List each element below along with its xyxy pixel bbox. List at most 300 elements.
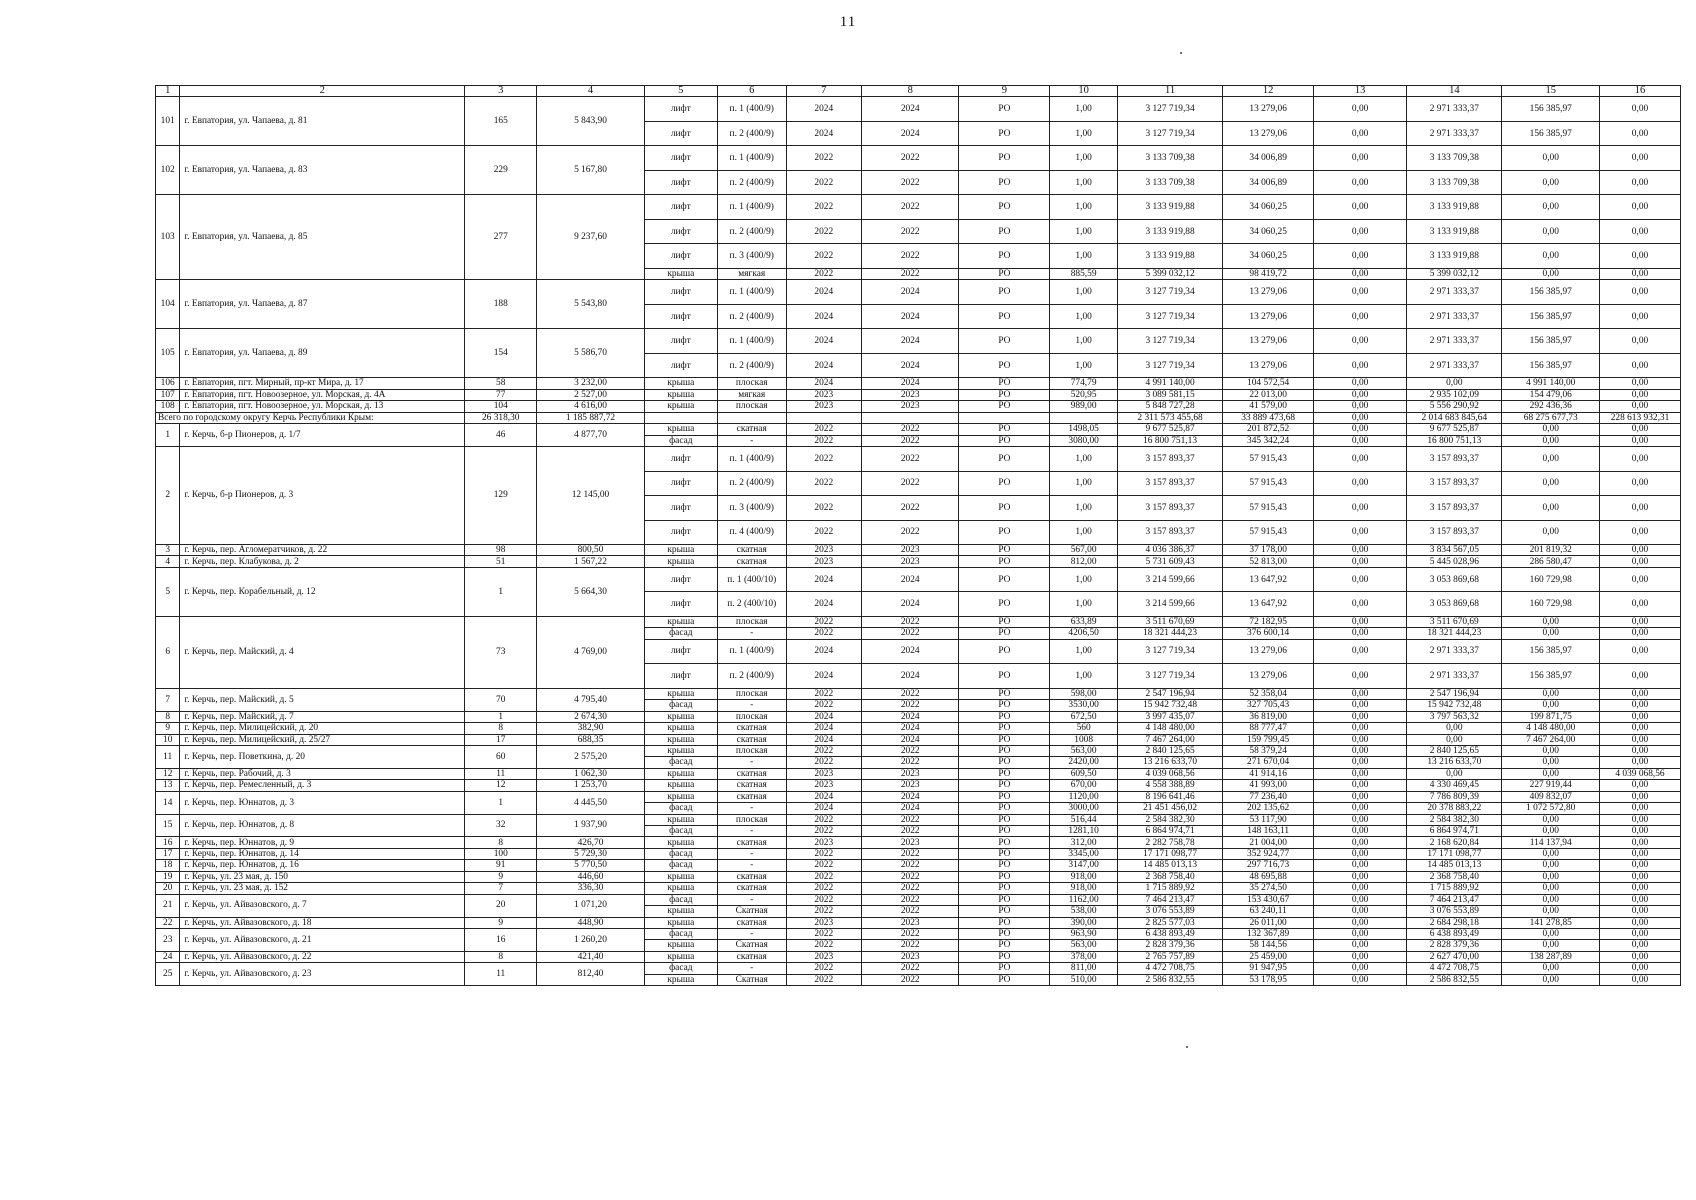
total-cost: 3 133 919,88 (1117, 244, 1222, 269)
fund-4: 0,00 (1599, 745, 1680, 756)
volume: 670,00 (1050, 780, 1118, 791)
year-start: 2022 (786, 848, 861, 859)
year-end: 2022 (861, 688, 959, 699)
year-start: 2023 (786, 768, 861, 779)
year-end: 2022 (861, 447, 959, 472)
year-end: 2024 (861, 329, 959, 354)
fund-2: 2 627 470,00 (1407, 951, 1502, 962)
empty-cell (861, 412, 959, 423)
apartment-count: 104 (465, 401, 537, 412)
year-end: 2022 (861, 700, 959, 711)
method: РО (959, 329, 1050, 354)
work-detail: п. 1 (400/9) (717, 146, 786, 171)
year-end: 2022 (861, 757, 959, 768)
total-cost: 2 825 577,03 (1117, 917, 1222, 928)
unit-cost: 34 006,89 (1223, 146, 1314, 171)
year-start: 2022 (786, 974, 861, 985)
volume: 774,79 (1050, 378, 1118, 389)
table-row (156, 146, 1681, 171)
unit-cost: 34 060,25 (1223, 195, 1314, 220)
fund-4: 0,00 (1599, 121, 1680, 146)
fund-3: 156 385,97 (1502, 304, 1600, 329)
year-end: 2022 (861, 745, 959, 756)
work-type: крыша (644, 401, 717, 412)
work-type: крыша (644, 616, 717, 627)
work-type: крыша (644, 780, 717, 791)
year-start: 2024 (786, 592, 861, 617)
volume: 633,89 (1050, 616, 1118, 627)
fund-3: 0,00 (1502, 688, 1600, 699)
apartment-count: 229 (465, 146, 537, 195)
method: РО (959, 471, 1050, 496)
fund-2: 3 053 869,68 (1407, 592, 1502, 617)
fund-2: 2 584 382,30 (1407, 814, 1502, 825)
fund-3: 0,00 (1502, 974, 1600, 985)
building-address: г. Керчь, пер. Майский, д. 4 (180, 616, 465, 688)
fund-1: 0,00 (1314, 545, 1407, 556)
work-type: крыша (644, 688, 717, 699)
building-area: 421,40 (537, 951, 645, 962)
work-detail: скатная (717, 780, 786, 791)
fund-3: 0,00 (1502, 814, 1600, 825)
empty-cell (959, 412, 1050, 423)
method: РО (959, 304, 1050, 329)
building-address: г. Керчь, ул. Айвазовского, д. 7 (180, 894, 465, 917)
table-row (156, 688, 1681, 699)
fund-4: 0,00 (1599, 545, 1680, 556)
fund-4: 0,00 (1599, 894, 1680, 905)
year-end: 2023 (861, 837, 959, 848)
building-address: г. Керчь, пер. Майский, д. 7 (180, 711, 465, 722)
row-number: 11 (156, 745, 180, 768)
table-row (156, 378, 1681, 389)
building-address: г. Керчь, ул. 23 мая, д. 150 (180, 871, 465, 882)
year-end: 2022 (861, 219, 959, 244)
building-address: г. Керчь, б-р Пионеров, д. 3 (180, 447, 465, 545)
year-end: 2022 (861, 963, 959, 974)
row-number: 7 (156, 688, 180, 711)
work-detail: п. 1 (400/9) (717, 639, 786, 664)
total-cost: 5 399 032,12 (1117, 268, 1222, 279)
row-number: 4 (156, 556, 180, 567)
building-area: 4 769,00 (537, 616, 645, 688)
work-type: крыша (644, 268, 717, 279)
work-type: лифт (644, 664, 717, 689)
fund-4: 0,00 (1599, 592, 1680, 617)
total-unit-cost: 33 889 473,68 (1223, 412, 1314, 423)
work-detail: плоская (717, 814, 786, 825)
unit-cost: 63 240,11 (1223, 906, 1314, 917)
total-cost: 2 311 573 455,68 (1117, 412, 1222, 423)
fund-3: 141 278,85 (1502, 917, 1600, 928)
year-end: 2022 (861, 906, 959, 917)
fund-2: 17 171 098,77 (1407, 848, 1502, 859)
work-detail: скатная (717, 791, 786, 802)
method: РО (959, 757, 1050, 768)
method: РО (959, 628, 1050, 639)
volume: 3530,00 (1050, 700, 1118, 711)
fund-4: 0,00 (1599, 567, 1680, 592)
volume: 1,00 (1050, 567, 1118, 592)
building-address: г. Керчь, пер. Юннатов, д. 8 (180, 814, 465, 837)
unit-cost: 91 947,95 (1223, 963, 1314, 974)
year-end: 2022 (861, 244, 959, 269)
total-cost: 4 991 140,00 (1117, 378, 1222, 389)
fund-2: 3 133 919,88 (1407, 244, 1502, 269)
volume: 812,00 (1050, 556, 1118, 567)
total-cost: 1 715 889,92 (1117, 883, 1222, 894)
apartment-count: 91 (465, 860, 537, 871)
fund-3: 0,00 (1502, 768, 1600, 779)
building-address: г. Керчь, ул. Айвазовского, д. 21 (180, 928, 465, 951)
fund-3: 156 385,97 (1502, 664, 1600, 689)
method: РО (959, 639, 1050, 664)
year-start: 2024 (786, 280, 861, 305)
work-detail: скатная (717, 768, 786, 779)
method: РО (959, 928, 1050, 939)
total-cost: 4 558 388,89 (1117, 780, 1222, 791)
method: РО (959, 826, 1050, 837)
method: РО (959, 894, 1050, 905)
method: РО (959, 940, 1050, 951)
year-end: 2024 (861, 592, 959, 617)
fund-1: 0,00 (1314, 871, 1407, 882)
fund-4: 0,00 (1599, 700, 1680, 711)
work-type: лифт (644, 567, 717, 592)
fund-3: 156 385,97 (1502, 639, 1600, 664)
row-number: 24 (156, 951, 180, 962)
apartment-count: 1 (465, 567, 537, 616)
table-row (156, 723, 1681, 734)
fund-1: 0,00 (1314, 757, 1407, 768)
fund-3: 0,00 (1502, 268, 1600, 279)
work-detail: п. 2 (400/9) (717, 219, 786, 244)
work-detail: Скатная (717, 974, 786, 985)
method: РО (959, 545, 1050, 556)
year-start: 2022 (786, 628, 861, 639)
work-type: крыша (644, 791, 717, 802)
unit-cost: 13 647,92 (1223, 567, 1314, 592)
year-end: 2022 (861, 826, 959, 837)
work-detail: плоская (717, 378, 786, 389)
year-end: 2024 (861, 791, 959, 802)
unit-cost: 327 705,43 (1223, 700, 1314, 711)
total-cost: 3 127 719,34 (1117, 280, 1222, 305)
fund-4: 0,00 (1599, 883, 1680, 894)
year-start: 2022 (786, 894, 861, 905)
work-detail: - (717, 928, 786, 939)
empty-cell (1050, 412, 1118, 423)
total-cost: 2 282 758,78 (1117, 837, 1222, 848)
year-start: 2023 (786, 545, 861, 556)
fund-3: 0,00 (1502, 860, 1600, 871)
fund-2: 2 971 333,37 (1407, 664, 1502, 689)
method: РО (959, 951, 1050, 962)
fund-3: 4 991 140,00 (1502, 378, 1600, 389)
building-area: 5 167,80 (537, 146, 645, 195)
volume: 3345,00 (1050, 848, 1118, 859)
year-end: 2022 (861, 496, 959, 521)
building-address: г. Керчь, пер. Ремесленный, д. 3 (180, 780, 465, 791)
fund-4: 0,00 (1599, 963, 1680, 974)
fund-3: 0,00 (1502, 700, 1600, 711)
work-detail: - (717, 963, 786, 974)
work-type: фасад (644, 894, 717, 905)
total-cost: 21 451 456,02 (1117, 803, 1222, 814)
building-area: 336,30 (537, 883, 645, 894)
work-type: фасад (644, 700, 717, 711)
apartment-count: 9 (465, 917, 537, 928)
method: РО (959, 170, 1050, 195)
unit-cost: 34 006,89 (1223, 170, 1314, 195)
total-cost: 3 214 599,66 (1117, 592, 1222, 617)
fund-1: 0,00 (1314, 353, 1407, 378)
page-number: 11 (839, 14, 857, 30)
unit-cost: 58 379,24 (1223, 745, 1314, 756)
volume: 1,00 (1050, 329, 1118, 354)
year-end: 2024 (861, 97, 959, 122)
work-type: крыша (644, 883, 717, 894)
total-fund-4: 228 613 932,31 (1599, 412, 1680, 423)
work-detail: п. 1 (400/9) (717, 447, 786, 472)
work-type: лифт (644, 146, 717, 171)
column-header: 13 (1314, 86, 1407, 97)
method: РО (959, 97, 1050, 122)
year-end: 2022 (861, 616, 959, 627)
method: РО (959, 734, 1050, 745)
building-area: 688,35 (537, 734, 645, 745)
volume: 1,00 (1050, 280, 1118, 305)
volume: 510,00 (1050, 974, 1118, 985)
year-start: 2024 (786, 329, 861, 354)
work-detail: мягкая (717, 389, 786, 400)
work-detail: скатная (717, 951, 786, 962)
unit-cost: 35 274,50 (1223, 883, 1314, 894)
total-cost: 3 127 719,34 (1117, 121, 1222, 146)
unit-cost: 297 716,73 (1223, 860, 1314, 871)
fund-1: 0,00 (1314, 791, 1407, 802)
fund-4: 0,00 (1599, 520, 1680, 545)
volume: 1,00 (1050, 146, 1118, 171)
unit-cost: 25 459,00 (1223, 951, 1314, 962)
scan-speck (1186, 1046, 1188, 1048)
table-row (156, 848, 1681, 859)
work-detail: - (717, 803, 786, 814)
fund-1: 0,00 (1314, 848, 1407, 859)
method: РО (959, 435, 1050, 446)
unit-cost: 77 236,40 (1223, 791, 1314, 802)
year-start: 2022 (786, 814, 861, 825)
table-row (156, 545, 1681, 556)
work-type: лифт (644, 496, 717, 521)
fund-3: 0,00 (1502, 871, 1600, 882)
unit-cost: 26 011,00 (1223, 917, 1314, 928)
year-start: 2024 (786, 97, 861, 122)
fund-2: 0,00 (1407, 734, 1502, 745)
building-address: г. Керчь, пер. Рабочий, д. 3 (180, 768, 465, 779)
year-start: 2023 (786, 780, 861, 791)
year-end: 2022 (861, 928, 959, 939)
fund-4: 0,00 (1599, 304, 1680, 329)
row-number: 18 (156, 860, 180, 871)
building-address: г. Керчь, пер. Клабукова, д. 2 (180, 556, 465, 567)
unit-cost: 13 279,06 (1223, 280, 1314, 305)
fund-1: 0,00 (1314, 639, 1407, 664)
fund-4: 0,00 (1599, 814, 1680, 825)
fund-1: 0,00 (1314, 917, 1407, 928)
work-type: лифт (644, 170, 717, 195)
fund-2: 0,00 (1407, 378, 1502, 389)
total-cost: 7 467 264,00 (1117, 734, 1222, 745)
work-detail: скатная (717, 917, 786, 928)
building-area: 426,70 (537, 837, 645, 848)
row-number: 19 (156, 871, 180, 882)
method: РО (959, 711, 1050, 722)
volume: 516,44 (1050, 814, 1118, 825)
fund-1: 0,00 (1314, 837, 1407, 848)
year-end: 2022 (861, 268, 959, 279)
column-header: 7 (786, 86, 861, 97)
year-start: 2022 (786, 616, 861, 627)
fund-1: 0,00 (1314, 447, 1407, 472)
table-row (156, 837, 1681, 848)
table-row (156, 616, 1681, 627)
fund-1: 0,00 (1314, 121, 1407, 146)
apartment-count: 58 (465, 378, 537, 389)
year-start: 2022 (786, 219, 861, 244)
fund-3: 0,00 (1502, 146, 1600, 171)
work-detail: плоская (717, 688, 786, 699)
fund-1: 0,00 (1314, 304, 1407, 329)
work-type: лифт (644, 592, 717, 617)
work-type: крыша (644, 556, 717, 567)
unit-cost: 13 279,06 (1223, 639, 1314, 664)
unit-cost: 104 572,54 (1223, 378, 1314, 389)
apartment-count: 77 (465, 389, 537, 400)
fund-4: 0,00 (1599, 791, 1680, 802)
row-number: 12 (156, 768, 180, 779)
volume: 390,00 (1050, 917, 1118, 928)
building-area: 5 729,30 (537, 848, 645, 859)
total-cost: 3 133 919,88 (1117, 219, 1222, 244)
fund-4: 0,00 (1599, 401, 1680, 412)
table-row (156, 556, 1681, 567)
apartment-count: 16 (465, 928, 537, 951)
row-number: 108 (156, 401, 180, 412)
fund-1: 0,00 (1314, 280, 1407, 305)
year-end: 2022 (861, 435, 959, 446)
fund-4: 0,00 (1599, 871, 1680, 882)
row-number: 105 (156, 329, 180, 378)
work-detail: п. 1 (400/9) (717, 97, 786, 122)
total-cost: 6 864 974,71 (1117, 826, 1222, 837)
fund-1: 0,00 (1314, 219, 1407, 244)
year-end: 2023 (861, 951, 959, 962)
method: РО (959, 974, 1050, 985)
year-start: 2022 (786, 871, 861, 882)
fund-4: 0,00 (1599, 906, 1680, 917)
fund-3: 0,00 (1502, 826, 1600, 837)
method: РО (959, 664, 1050, 689)
fund-1: 0,00 (1314, 97, 1407, 122)
unit-cost: 57 915,43 (1223, 447, 1314, 472)
unit-cost: 34 060,25 (1223, 244, 1314, 269)
volume: 1120,00 (1050, 791, 1118, 802)
work-detail: п. 2 (400/9) (717, 471, 786, 496)
apartment-count: 9 (465, 871, 537, 882)
fund-4: 0,00 (1599, 723, 1680, 734)
work-type: крыша (644, 837, 717, 848)
year-start: 2022 (786, 940, 861, 951)
fund-4: 0,00 (1599, 803, 1680, 814)
total-cost: 2 840 125,65 (1117, 745, 1222, 756)
fund-2: 2 828 379,36 (1407, 940, 1502, 951)
fund-1: 0,00 (1314, 496, 1407, 521)
building-address: г. Керчь, пер. Корабельный, д. 12 (180, 567, 465, 616)
total-cost: 2 765 757,89 (1117, 951, 1222, 962)
fund-4: 0,00 (1599, 837, 1680, 848)
fund-4: 0,00 (1599, 97, 1680, 122)
table-row (156, 745, 1681, 756)
building-address: г. Евпатория, ул. Чапаева, д. 87 (180, 280, 465, 329)
fund-3: 0,00 (1502, 496, 1600, 521)
volume: 1498,05 (1050, 424, 1118, 435)
column-header: 9 (959, 86, 1050, 97)
year-start: 2022 (786, 826, 861, 837)
row-number: 25 (156, 963, 180, 986)
fund-1: 0,00 (1314, 592, 1407, 617)
column-header: 11 (1117, 86, 1222, 97)
year-end: 2022 (861, 146, 959, 171)
fund-3: 0,00 (1502, 940, 1600, 951)
work-type: фасад (644, 928, 717, 939)
volume: 963,90 (1050, 928, 1118, 939)
column-header: 14 (1407, 86, 1502, 97)
fund-2: 3 511 670,69 (1407, 616, 1502, 627)
work-type: крыша (644, 974, 717, 985)
apartment-count: 11 (465, 963, 537, 986)
fund-3: 0,00 (1502, 848, 1600, 859)
fund-2: 2 971 333,37 (1407, 329, 1502, 354)
work-detail: п. 1 (400/9) (717, 195, 786, 220)
unit-cost: 53 178,95 (1223, 974, 1314, 985)
fund-4: 0,00 (1599, 556, 1680, 567)
building-address: г. Керчь, б-р Пионеров, д. 1/7 (180, 424, 465, 447)
table-row (156, 280, 1681, 305)
year-start: 2022 (786, 244, 861, 269)
work-type: лифт (644, 195, 717, 220)
total-cost: 3 157 893,37 (1117, 520, 1222, 545)
year-start: 2022 (786, 496, 861, 521)
fund-3: 1 072 572,80 (1502, 803, 1600, 814)
year-start: 2022 (786, 745, 861, 756)
year-end: 2022 (861, 170, 959, 195)
fund-4: 0,00 (1599, 928, 1680, 939)
building-address: г. Керчь, ул. Айвазовского, д. 22 (180, 951, 465, 962)
year-end: 2023 (861, 556, 959, 567)
year-end: 2022 (861, 424, 959, 435)
year-end: 2024 (861, 353, 959, 378)
table-row (156, 424, 1681, 435)
work-detail: плоская (717, 401, 786, 412)
year-end: 2024 (861, 121, 959, 146)
column-header: 4 (537, 86, 645, 97)
year-end: 2022 (861, 940, 959, 951)
fund-2: 3 157 893,37 (1407, 520, 1502, 545)
row-number: 3 (156, 545, 180, 556)
year-start: 2024 (786, 803, 861, 814)
fund-3: 114 137,94 (1502, 837, 1600, 848)
